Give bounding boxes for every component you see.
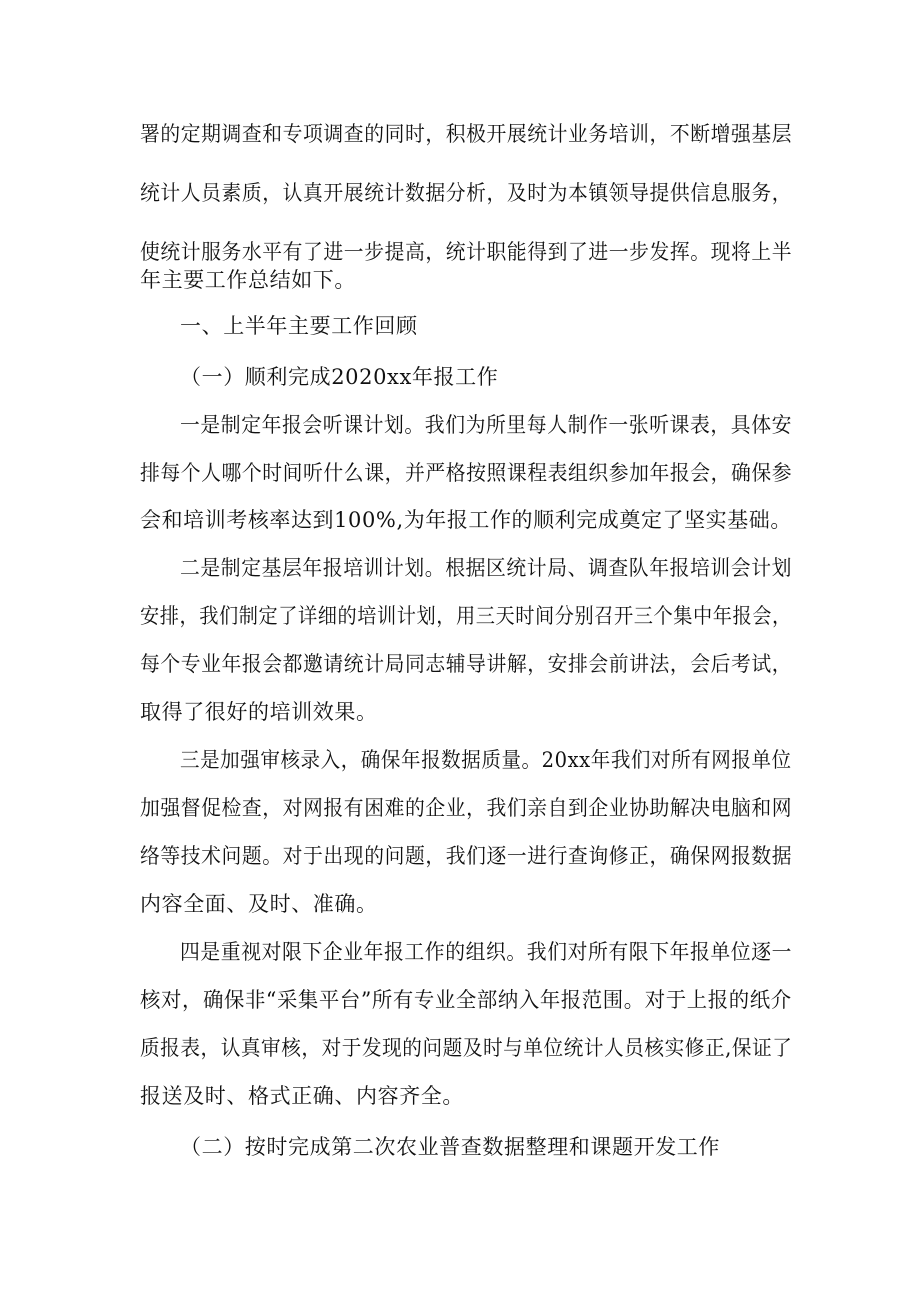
body-text-line: 取得了很好的培训效果。 — [140, 700, 378, 724]
body-text-line: 加强督促检查，对网报有困难的企业，我们亲自到企业协助解决电脑和网 — [140, 796, 793, 820]
section-heading: 一、上半年主要工作回顾 — [180, 314, 418, 338]
subsection-heading: （二）按时完成第二次农业普查数据整理和课题开发工作 — [180, 1135, 720, 1159]
subsection-heading: （一）顺利完成2020xx年报工作 — [180, 365, 499, 389]
paragraph-first-line: 二是制定基层年报培训计划。根据区统计局、调查队年报培训会计划 — [180, 556, 792, 580]
paragraph-first-line: 三是加强审核录入，确保年报数据质量。20xx年我们对所有网报单位 — [180, 748, 792, 772]
paragraph-first-line: 一是制定年报会听课计划。我们为所里每人制作一张听课表，具体安 — [180, 413, 792, 437]
body-text-line: 报送及时、格式正确、内容齐全。 — [140, 1084, 464, 1108]
body-text-line: 安排，我们制定了详细的培训计划，用三天时间分别召开三个集中年报会， — [140, 604, 792, 628]
body-text-line: 质报表，认真审核，对于发现的问题及时与单位统计人员核实修正,保证了 — [140, 1036, 793, 1060]
body-text-line: 统计人员素质，认真开展统计数据分析，及时为本镇领导提供信息服务， — [140, 181, 793, 205]
body-text-line: 每个专业年报会都邀请统计局同志辅导讲解，安排会前讲法，会后考试， — [140, 652, 793, 676]
body-text-line: 排每个人哪个时间听什么课，并严格按照课程表组织参加年报会，确保参 — [140, 461, 793, 485]
body-text-line: 年主要工作总结如下。 — [140, 268, 356, 292]
body-text-line: 核对，确保非“采集平台”所有专业全部纳入年报范围。对于上报的纸介 — [140, 988, 792, 1012]
body-text-line: 署的定期调查和专项调查的同时，积极开展统计业务培训，不断增强基层 — [140, 122, 793, 146]
body-text-line: 内容全面、及时、准确。 — [140, 892, 378, 916]
paragraph-first-line: 四是重视对限下企业年报工作的组织。我们对所有限下年报单位逐一 — [180, 940, 792, 964]
body-text-line: 会和培训考核率达到100%,为年报工作的顺利完成奠定了坚实基础。 — [140, 508, 792, 532]
body-text-line: 络等技术问题。对于出现的问题，我们逐一进行查询修正，确保网报数据 — [140, 844, 793, 868]
body-text-line: 使统计服务水平有了进一步提高，统计职能得到了进一步发挥。现将上半 — [140, 240, 793, 264]
